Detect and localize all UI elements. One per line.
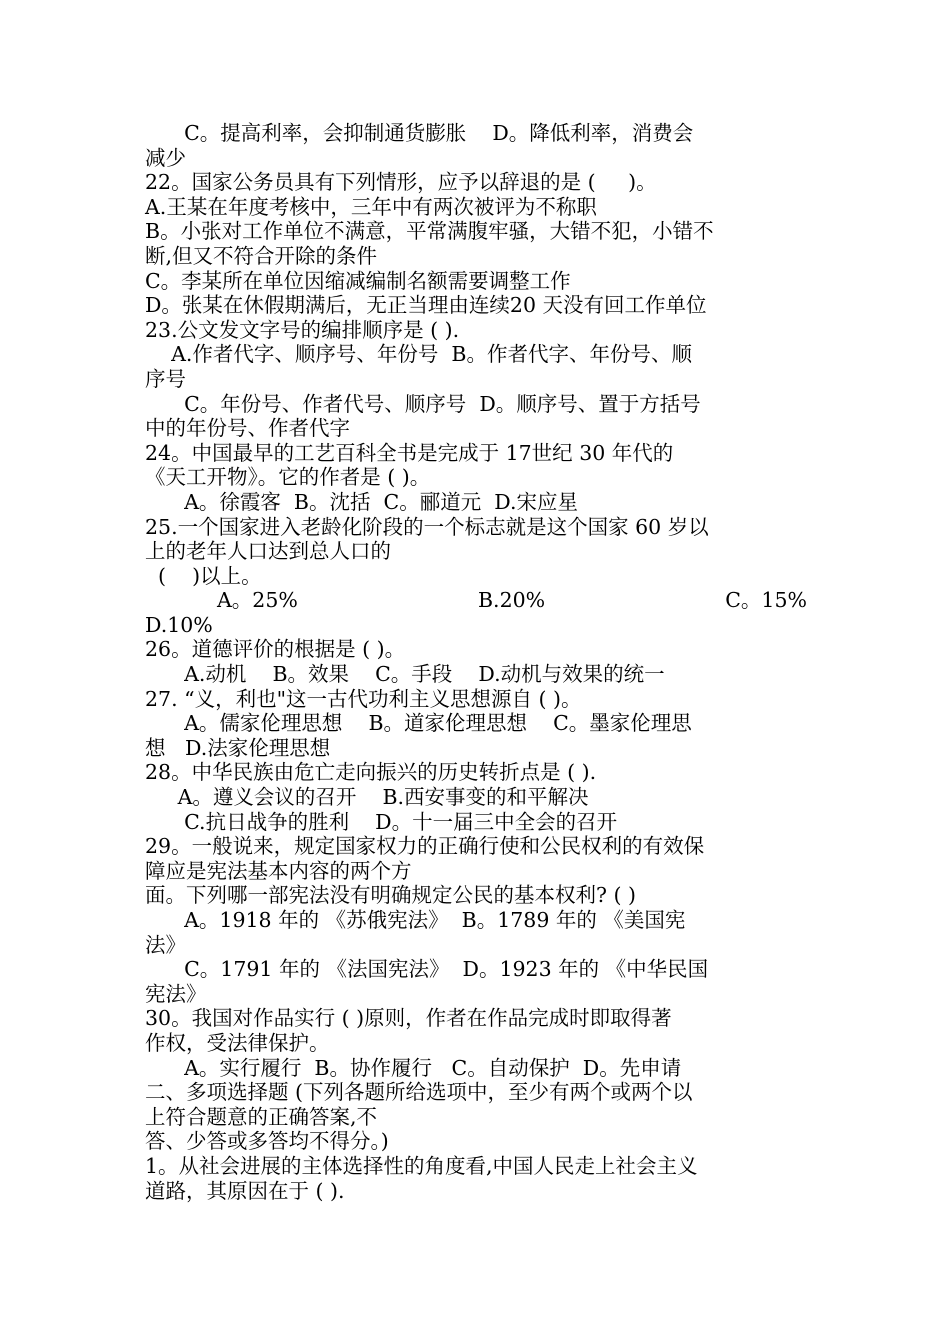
text-line: A。实行履行 B。协作履行 C。自动保护 D。先申请 <box>145 1055 682 1080</box>
question-27: 27. “义，利也"这一古代功利主义思想源自 ( )。 <box>145 686 582 711</box>
question-24: 24。中国最早的工艺百科全书是完成于 17世纪 30 年代的 <box>145 440 674 465</box>
text-line: 上的老年人口达到总人口的 <box>145 539 391 564</box>
section-heading-multiple-choice: 二、多项选择题 (下列各题所给选项中，至少有两个或两个以 <box>145 1080 693 1105</box>
text-line: B。小张对工作单位不满意，平常满腹牢骚，大错不犯，小错不 <box>145 219 714 244</box>
text-line: 宪法》 <box>145 981 207 1006</box>
text-line: A。儒家伦理思想 B。道家伦理思想 C。墨家伦理思 <box>145 711 692 736</box>
q25-option-b: B.20% <box>477 588 546 613</box>
text-line: 序号 <box>145 366 186 391</box>
text-line: C。1791 年的 《法国宪法》 D。1923 年的 《中华民国 <box>145 957 709 982</box>
multi-question-1: 1。从社会进展的主体选择性的角度看,中国人民走上社会主义 <box>145 1153 698 1178</box>
text-line: D.10% <box>145 612 213 637</box>
text-line: 道路，其原因在于 ( ). <box>145 1178 345 1203</box>
text-line: 障应是宪法基本内容的两个方 <box>145 858 412 883</box>
text-line: C.抗日战争的胜利 D。十一届三中全会的召开 <box>145 809 618 834</box>
question-25: 25.一个国家进入老龄化阶段的一个标志就是这个国家 60 岁以 <box>145 514 709 539</box>
text-line: A。1918 年的 《苏俄宪法》 B。1789 年的 《美国宪 <box>145 908 686 932</box>
text-line: C。年份号、作者代号、顺序号 D。顺序号、置于方括号 <box>145 391 701 416</box>
text-line: A.作者代字、顺序号、年份号 B。作者代字、年份号、顺 <box>145 342 692 367</box>
text-line: 上符合题意的正确答案,不 <box>145 1104 378 1129</box>
text-line: 减少 <box>145 145 186 170</box>
text-line: 作权，受法律保护。 <box>145 1030 330 1055</box>
text-line: ( )以上。 <box>145 563 262 588</box>
text-line: A。徐霞客 B。沈括 C。郦道元 D.宋应星 <box>145 489 578 514</box>
text-line: A。遵义会议的召开 B.西安事变的和平解决 <box>145 785 589 810</box>
text-line: 断,但又不符合开除的条件 <box>145 243 378 268</box>
text-line: 法》 <box>145 932 186 957</box>
text-line: 想 D.法家伦理思想 <box>145 735 331 760</box>
text-line: 中的年份号、作者代字 <box>145 416 350 441</box>
q25-option-c: C。15% <box>725 588 807 613</box>
question-30: 30。我国对作品实行 ( )原则，作者在作品完成时即取得著 <box>145 1006 672 1031</box>
text-line: C。提高利率，会抑制通货膨胀 D。降低利率，消费会 <box>145 121 694 145</box>
text-line: 《天工开物》。它的作者是 ( )。 <box>145 465 431 490</box>
question-23: 23.公文发文字号的编排顺序是 ( ). <box>145 317 460 342</box>
q25-options-row <box>145 588 807 613</box>
question-26: 26。道德评价的根据是 ( )。 <box>145 637 406 662</box>
text-line: A.动机 B。效果 C。手段 D.动机与效果的统一 <box>145 662 665 687</box>
question-28: 28。中华民族由危亡走向振兴的历史转折点是 ( ). <box>145 760 597 785</box>
text-line: 答、少答或多答均不得分。) <box>145 1129 389 1154</box>
document-page <box>145 121 807 1203</box>
text-line: 面。下列哪一部宪法没有明确规定公民的基本权利? ( ) <box>145 883 637 908</box>
q25-option-a: A。25% <box>217 588 298 613</box>
text-line: A.王某在年度考核中，三年中有两次被评为不称职 <box>145 194 597 219</box>
text-line: C。李某所在单位因缩减编制名额需要调整工作 <box>145 268 571 293</box>
question-29: 29。一般说来，规定国家权力的正确行使和公民权利的有效保 <box>145 834 705 859</box>
text-line: D。张某在休假期满后，无正当理由连续20 天没有回工作单位 <box>145 293 707 318</box>
question-22: 22。国家公务员具有下列情形，应予以辞退的是 ( )。 <box>145 170 657 195</box>
